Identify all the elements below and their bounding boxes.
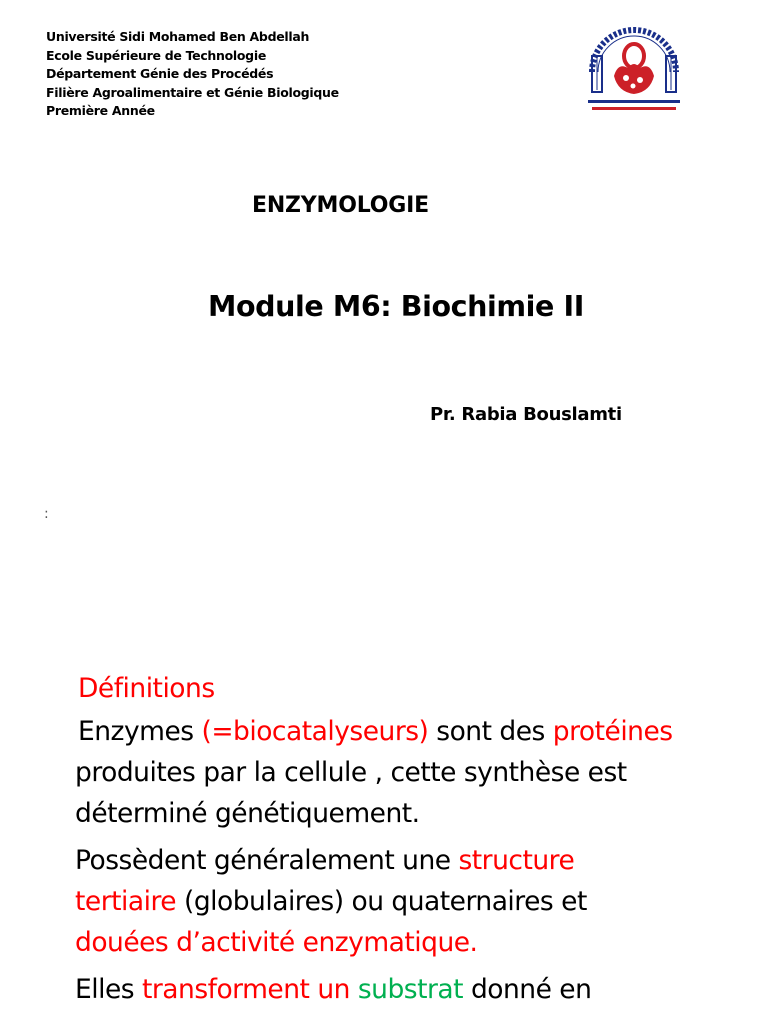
course-title: ENZYMOLOGIE [252, 193, 429, 218]
p3-text-1: Elles [75, 974, 143, 1005]
institution-line-university: Université Sidi Mohamed Ben Abdellah [46, 29, 310, 44]
p2-text-4: (globulaires) ou quaternaires et [176, 886, 587, 917]
p3-text-5: donné en [463, 974, 592, 1005]
p1-text-3: sont des [428, 716, 553, 747]
p2-structure: structure [458, 845, 575, 876]
p1-text-6: déterminé génétiquement. [75, 798, 420, 829]
definition-paragraph-enzymes [75, 711, 735, 834]
institution-line-year: Première Année [46, 103, 155, 118]
p2-activite-enzymatique: douées d’activité enzymatique. [75, 927, 478, 958]
module-title: Module M6: Biochimie II [208, 290, 584, 323]
p3-substrat: substrat [357, 974, 464, 1005]
p1-proteines: protéines [552, 716, 673, 747]
definition-paragraph-structure [75, 840, 735, 963]
p1-text-1: Enzymes [78, 716, 202, 747]
p2-text-1: Possèdent généralement une [75, 845, 459, 876]
p3-text-3 [350, 974, 358, 1005]
p3-transforment: transforment un [142, 974, 350, 1005]
professor-name: Pr. Rabia Bouslamti [430, 404, 622, 425]
definition-paragraph-transform [75, 969, 735, 1010]
p1-text-5: produites par la cellule , cette synthèse est [75, 757, 627, 788]
p2-tertiaire: tertiaire [75, 886, 177, 917]
university-seal-icon [578, 12, 690, 118]
institution-line-program: Filière Agroalimentaire et Génie Biologique [46, 84, 339, 100]
definitions-section [75, 668, 735, 1016]
institution-line-school: Ecole Supérieure de Technologie [46, 47, 266, 63]
institution-header [46, 28, 339, 121]
institution-line-department: Département Génie des Procédés [46, 66, 274, 81]
stray-colon-mark: : [44, 506, 49, 522]
definitions-heading: Définitions [78, 673, 215, 704]
p1-biocatalyseurs: (=biocatalyseurs) [201, 716, 429, 747]
